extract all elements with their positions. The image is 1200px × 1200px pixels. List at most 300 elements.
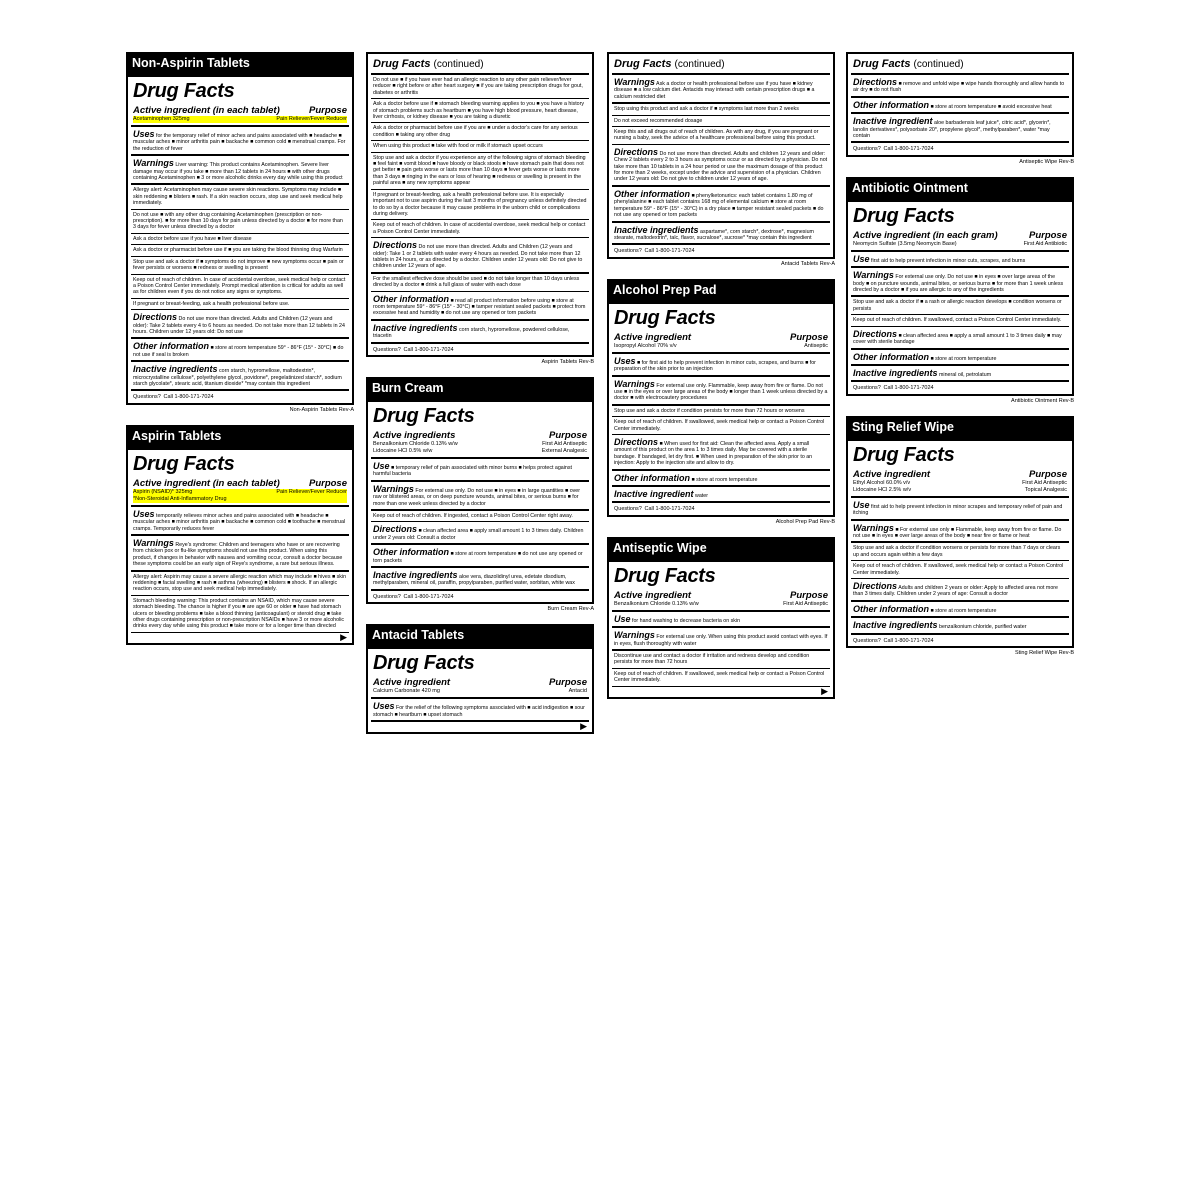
- column-2: [366, 52, 594, 742]
- phone-number: Call 1-800-171-7024: [403, 593, 454, 600]
- product-header: Antacid Tablets: [366, 624, 594, 647]
- phone-number: Call 1-800-171-7024: [644, 506, 695, 513]
- facts-section: [131, 362, 349, 391]
- facts-section: [612, 104, 830, 115]
- facts-section: [131, 507, 349, 536]
- section-text: ■ store at room temperature: [930, 607, 997, 614]
- ingredient-name: Ethyl Alcohol 60.0% v/v: [853, 479, 911, 486]
- section-text: aloe barbadensis leaf juice*, citric acid*, glycerin*, lanolin derivatives*, polysorbate 20*, propylene glycol*, methylparaben*, water *may contain: [853, 120, 1051, 140]
- facts-section: [851, 114, 1069, 143]
- drug-label: [607, 52, 835, 271]
- facts-section: [851, 543, 1069, 561]
- active-ingredient-section: [371, 675, 589, 699]
- section-heading: Inactive ingredients: [853, 367, 938, 378]
- section-heading: Directions: [614, 146, 659, 157]
- section-text: ■ For external use only ■ Flammable, keep away from fire or flame. Do not use ■ in eyes ■ over large areas of the body ■ near fire or flame or heat: [853, 526, 1062, 539]
- facts-section: [612, 377, 830, 406]
- section-heading: Other information: [614, 472, 690, 483]
- section-text: Stop use and ask a doctor if condition worsens or persists for more than 7 days or clears up and occurs again within a few days: [853, 545, 1061, 558]
- drug-facts-title-text: Drug Facts: [373, 58, 431, 70]
- facts-section: [371, 459, 589, 482]
- section-text: Liver warning: This product contains Acetaminophen. Severe liver damage may occur if you take ■ more than 12 tablets in 24 hours ■ with other drugs containing Acetaminophen ■ 3 or more alcoholic drinks every day while using this product: [133, 162, 343, 182]
- facts-section: [851, 366, 1069, 382]
- section-text: If pregnant or breast-feeding, ask a health professional before use.: [133, 300, 290, 307]
- section-text: Ask a doctor or pharmacist before use if you are ■ under a doctor's care for any serious condition ■ taking any other drug: [373, 125, 578, 138]
- section-text: Stop using this product and ask a doctor if ■ symptoms last more than 2 weeks: [614, 106, 799, 113]
- facts-section: [131, 572, 349, 596]
- section-text: For external use only. Flammable, keep away from fire or flame. Do not use ■ in the eyes or over large areas of the body ■ longer than 1 week unless directed by a doctor ■ with electrocautery procedures: [614, 382, 828, 402]
- active-ingredient-row: [373, 448, 587, 455]
- ingredient-purpose: First Aid Antiseptic: [542, 441, 587, 447]
- continued-label: (continued): [433, 59, 484, 70]
- section-text: Stop use and ask a doctor if you experience any of the following signs of stomach bleeding ■ feel faint ■ vomit blood ■ have bloody or black stools ■ have stomach pain that does not get better ■ pain gets worse or lasts more than 10 days ■ fever gets worse or lasts more than 3 days ■ ringing in the ears or loss of hearing ■ redness or swelling is present in the painful area ■ any new symptoms appear: [373, 154, 586, 187]
- drug-facts-panel: [366, 647, 594, 734]
- facts-section: [371, 153, 589, 190]
- section-heading: Directions: [614, 436, 659, 447]
- facts-section: [371, 545, 589, 568]
- purpose-heading: Purpose: [1028, 468, 1067, 480]
- section-text: ■ clean affected area ■ apply a small amount 1 to 3 times daily ■ may cover with sterile bandage: [853, 332, 1062, 346]
- section-text: aloe vera, diazolidinyl urea, edetate disodium, methylparaben, mineral oil, paraffin, propylparaben, purified water, sorbitan, white wax: [373, 574, 575, 587]
- continued-label: (continued): [913, 59, 964, 70]
- section-heading: Inactive ingredient: [853, 116, 933, 127]
- section-heading: Use: [614, 613, 631, 624]
- questions-label: Questions?: [853, 637, 881, 644]
- section-text: first aid to help prevent infection in minor cuts, scrapes, and burns: [871, 257, 1026, 264]
- phone-number: Call 1-800-171-7024: [644, 248, 695, 255]
- section-heading: Other information: [373, 547, 449, 558]
- questions-label: Questions?: [373, 346, 401, 353]
- drug-label: [607, 279, 835, 529]
- section-text: first aid to help prevent infection in minor scrapes and temporary relief of pain and itching: [853, 503, 1063, 517]
- section-heading: Uses: [133, 129, 155, 139]
- section-heading: Inactive ingredients: [614, 224, 699, 235]
- section-text: for hand washing to decrease bacteria on skin: [632, 617, 741, 624]
- section-text: If pregnant or breast-feeding, ask a health professional before use. It is especially important not to use aspirin during the last 3 months of pregnancy unless definitely directed to do so by a doctor because it may cause problems in the unborn child or complications during delivery.: [373, 191, 587, 217]
- section-heading: Inactive ingredients: [133, 364, 218, 375]
- facts-section: [851, 268, 1069, 297]
- active-ingredient-heading: Active ingredient (in each tablet): [133, 105, 280, 116]
- section-text: Keep this and all drugs out of reach of children. As with any drug, if you are pregnant or nursing a baby, seek the advice of a healthcare professional before using this product.: [614, 129, 819, 142]
- drug-label: [846, 416, 1074, 660]
- section-heading: Other information: [373, 293, 449, 304]
- drug-label: [126, 425, 354, 645]
- facts-section: [851, 75, 1069, 98]
- section-text: ■ store at room temperature ■ avoid excessive heat: [930, 103, 1052, 110]
- purpose-heading: Purpose: [548, 677, 587, 689]
- product-header: Aspirin Tablets: [126, 425, 354, 448]
- ingredient-name: Benzalkonium Chloride 0.13% w/w: [373, 441, 458, 447]
- facts-section: [131, 245, 349, 256]
- drug-facts-panel: [607, 302, 835, 517]
- active-ingredient-row: [614, 601, 828, 608]
- active-ingredient-row: [853, 241, 1067, 248]
- facts-section: [131, 234, 349, 245]
- facts-section: [612, 223, 830, 246]
- active-ingredient-heading: Active ingredient: [373, 677, 451, 689]
- facts-section: [612, 471, 830, 487]
- questions-label: Questions?: [853, 146, 881, 153]
- section-text: ■ store at room temperature ■ do not use any opened or torn packets: [373, 551, 583, 564]
- active-ingredient-section: [851, 228, 1069, 252]
- ingredient-name: Isopropyl Alcohol 70% v/v: [614, 342, 677, 349]
- facts-section: [612, 487, 830, 503]
- section-heading: Inactive ingredients: [853, 620, 938, 631]
- drug-facts-panel: [846, 52, 1074, 157]
- label-revision: Antacid Tablets Rev-A: [780, 260, 835, 267]
- facts-section: [851, 618, 1069, 634]
- section-text: ■ store at room temperature: [691, 476, 758, 483]
- facts-section: [851, 498, 1069, 521]
- section-heading: Use: [853, 499, 870, 510]
- section-text: Stop use and ask a doctor if condition persists for more than 72 hours or worsens: [614, 407, 805, 414]
- section-text: Keep out of reach of children. If swallowed, seek medical help or contact a Poison Control Center immediately.: [614, 670, 825, 684]
- section-heading: Other information: [133, 341, 209, 352]
- purpose-heading: Purpose: [308, 477, 347, 489]
- drug-label: [607, 537, 835, 699]
- active-ingredient-row: [614, 343, 828, 350]
- continued-arrow-icon: ▶: [340, 631, 347, 642]
- phone-number: Call 1-800-171-7024: [403, 346, 454, 353]
- label-revision: Aspirin Tablets Rev-B: [541, 359, 594, 365]
- product-header: Antibiotic Ointment: [846, 177, 1074, 200]
- active-ingredient-heading-row: [853, 469, 1067, 480]
- section-heading: Directions: [373, 240, 418, 251]
- section-heading: Warnings: [133, 158, 174, 169]
- facts-section: [851, 315, 1069, 326]
- continued-label: (continued): [674, 59, 725, 70]
- drug-facts-title-text: Drug Facts: [853, 58, 911, 70]
- ingredient-purpose: Topical Analgesic: [1024, 486, 1067, 493]
- facts-section: [612, 127, 830, 145]
- section-heading: Warnings: [373, 483, 414, 494]
- section-heading: Other information: [853, 99, 929, 110]
- active-ingredient-section: [131, 476, 349, 507]
- facts-section: [371, 292, 589, 321]
- facts-section: [131, 310, 349, 339]
- facts-section: [612, 406, 830, 417]
- section-text: Do not use more than directed. Adults and children 12 years and older: Chew 2 tablets every 2 to 3 hours as symptoms occur or as directed by a physician. Do not take more than 10 tablets in a 24 hour period or use the maximum dosage of this product for more than 2 weeks, except under the advice and supervision of a physician. Children under 12 years old: Do not give to children under 12 years of age.: [614, 150, 828, 183]
- section-text: ■ phenylketonurics: each tablet contains 1.80 mg of phenylalanine ■ each tablet contains 168 mg of elemental calcium ■ store at room temperature 59° - 86°F (15° - 30°C) in a dry place ■ tamper resistant sealed packets ■ do not use any opened or torn packets: [614, 192, 824, 219]
- section-text: Keep out of reach of children. In case of accidental overdose, seek medical help or contact a Poison Control Center immediately.: [373, 222, 586, 235]
- questions-label: Questions?: [133, 394, 161, 401]
- active-ingredient-section: [612, 330, 830, 354]
- product-header: Alcohol Prep Pad: [607, 279, 835, 302]
- facts-section: [131, 339, 349, 362]
- label-revision: Antiseptic Wipe Rev-B: [1019, 158, 1074, 165]
- section-heading: Other information: [853, 603, 929, 614]
- drug-facts-title: Drug Facts: [614, 564, 716, 587]
- section-text: For the smallest effective dose should be used ■ do not take longer than 10 days unless directed by a doctor ■ drink a full glass of water with each dose: [373, 275, 580, 289]
- section-heading: Warnings: [614, 378, 655, 389]
- facts-section: [371, 699, 589, 722]
- facts-section: [612, 145, 830, 187]
- drug-facts-title: Drug Facts: [853, 204, 955, 227]
- questions-section: [612, 245, 830, 256]
- section-text: Adults and children 2 years or older: Apply to affected area not more than 3 times daily. Children under 2 years of age: Consult a doctor: [853, 584, 1058, 598]
- facts-section: [612, 651, 830, 669]
- section-text: Ask a doctor before use if ■ stomach bleeding warning applies to you ■ you have a history of stomach problems such as heartburn ■ you have high blood pressure, heart disease, liver cirrhosis, or kidney disease ■ you are taking a diuretic: [373, 101, 585, 121]
- facts-section: [612, 116, 830, 127]
- section-text: mineral oil, petrolatum: [939, 371, 992, 378]
- ingredient-name: Benzalkonium Chloride 0.13% w/w: [614, 600, 699, 607]
- section-heading: Directions: [853, 580, 898, 591]
- active-ingredient-row: [133, 116, 347, 123]
- active-ingredient-heading-row: [133, 105, 347, 116]
- drug-facts-panel: [366, 52, 594, 357]
- questions-label: Questions?: [373, 593, 401, 600]
- facts-section: [371, 123, 589, 141]
- ingredient-purpose: External Analgesic: [541, 448, 587, 454]
- active-ingredient-section: [612, 588, 830, 612]
- facts-section: [851, 521, 1069, 544]
- section-text: Ask a doctor before use if you have ■ liver disease: [133, 235, 252, 242]
- active-ingredient-note: *Non-Steroidal Anti-Inflammatory Drug: [133, 496, 347, 503]
- purpose-heading: Purpose: [1028, 229, 1067, 241]
- purpose-heading: Purpose: [308, 105, 347, 116]
- active-ingredient-heading: Active ingredient: [614, 331, 692, 343]
- facts-section: [851, 327, 1069, 350]
- drug-label: [126, 52, 354, 417]
- label-revision: Burn Cream Rev-A: [547, 606, 594, 613]
- section-text: Reye's syndrome: Children and teenagers who have or are recovering from chicken pox or flu-like symptoms should not use this product. When using this product, if changes in behavior with nausea and vomiting occur, consult a doctor because these symptoms could be an early sign of Reye's syndrome, a rare but serious illness.: [133, 542, 343, 568]
- active-ingredient-heading: Active ingredient (in each gram): [853, 229, 998, 241]
- ingredient-purpose: Antacid: [568, 688, 587, 695]
- column-3: [607, 52, 835, 707]
- drug-facts-title: Drug Facts: [133, 452, 235, 475]
- facts-section: [131, 275, 349, 299]
- label-revision: Antibiotic Ointment Rev-B: [1011, 397, 1074, 404]
- section-text: For external use only. Do not use ■ in eyes ■ over large areas of the body ■ on puncture wounds, animal bites, or serious burns ■ for more than 1 week unless directed by a doctor ■ if you are allergic to any of the ingredients: [853, 274, 1064, 294]
- facts-section: [131, 127, 349, 156]
- ingredient-name: Aspirin (NSAID)* 325mg: [133, 488, 193, 495]
- purpose-heading: Purpose: [789, 331, 828, 343]
- active-ingredient-heading: Active ingredients: [373, 430, 456, 441]
- active-ingredient-row: [853, 480, 1067, 487]
- ingredient-purpose: Pain Reliever/Fever Reducer: [276, 488, 347, 495]
- product-header: Non-Aspirin Tablets: [126, 52, 354, 75]
- drug-facts-title-text: Drug Facts: [614, 58, 672, 70]
- facts-section: [131, 257, 349, 275]
- section-text: ■ store at room temperature 59° - 86°F (15° - 30°C) ■ do not use if seal is broken: [133, 345, 344, 358]
- drug-facts-title: [851, 57, 1069, 75]
- phone-number: Call 1-800-171-7024: [883, 637, 934, 644]
- drug-label: [366, 624, 594, 734]
- drug-facts-title: [612, 57, 830, 75]
- active-ingredient-heading: Active ingredient: [853, 468, 931, 480]
- facts-section: [371, 75, 589, 99]
- facts-section: [612, 75, 830, 104]
- drug-facts-title: [371, 57, 589, 75]
- active-ingredient-heading-row: [853, 230, 1067, 241]
- section-text: Keep out of reach of children. If swallowed, seek medical help or contact a Poison Control Center immediately.: [614, 419, 825, 432]
- drug-facts-panel: [607, 560, 835, 699]
- section-heading: Warnings: [853, 270, 894, 281]
- ingredient-purpose: Pain Reliever/Fever Reducer: [276, 116, 347, 122]
- section-heading: Warnings: [614, 630, 655, 641]
- ingredient-purpose: First Aid Antiseptic: [1022, 479, 1067, 486]
- section-text: Ask a doctor or pharmacist before use if ■ you are taking the blood thinning drug Warfarin: [133, 247, 343, 254]
- drug-facts-panel: [846, 439, 1074, 648]
- section-text: Keep out of reach of children. In case of accidental overdose, seek medical help or contact a Poison Control Center immediately. Prompt medical attention is critical for adults as well as for children even if you do not notice any signs or symptoms.: [133, 276, 346, 296]
- phone-number: Call 1-800-171-7024: [883, 385, 934, 392]
- drug-label: [366, 52, 594, 369]
- ingredient-purpose: Antiseptic: [804, 342, 828, 349]
- facts-section: [131, 596, 349, 633]
- active-ingredient-heading-row: [614, 332, 828, 343]
- facts-section: [851, 98, 1069, 114]
- section-heading: Inactive ingredient: [614, 489, 694, 499]
- phone-number: Call 1-800-171-7024: [163, 394, 214, 401]
- column-1: [126, 52, 354, 653]
- label-revision: Sting Relief Wipe Rev-B: [1015, 650, 1074, 656]
- drug-facts-panel: [846, 200, 1074, 396]
- section-heading: Directions: [853, 77, 898, 87]
- section-text: Do not use ■ if you have ever had an allergic reaction to any other pain reliever/fever reducer ■ right before or after heart surgery ■ if you are taking prescription drugs for gout, diabetes or arthritis: [373, 77, 583, 96]
- section-text: corn starch, hypromellose, maltodextrin*, microcrystalline cellulose*, polyethylene glycol, povidone*, pregelatinized starch*, sodium starch glycolate*, stearic acid, titanium dioxide* *may contain this ingredient: [133, 368, 342, 387]
- section-text: For external use only. When using this product avoid contact with eyes. If in eyes, flush thoroughly with water: [614, 634, 828, 647]
- facts-section: [851, 252, 1069, 268]
- facts-section: [851, 561, 1069, 579]
- facts-section: [851, 350, 1069, 366]
- section-heading: Warnings: [614, 77, 655, 87]
- section-text: Do not use more than directed. Adults and Children (12 years and older): Take 2 tablets every 4 to 6 hours as needed. Do not take more than 12 tablets in 24 hours. Children under 12 years old: Do not use: [133, 316, 345, 335]
- section-heading: Directions: [373, 524, 418, 535]
- active-ingredient-heading-row: [614, 590, 828, 601]
- facts-section: [371, 99, 589, 123]
- active-ingredient-row: [373, 441, 587, 448]
- section-heading: Other information: [853, 351, 929, 362]
- facts-section: [131, 536, 349, 572]
- section-text: Ask a doctor or health professional before use if you have ■ kidney disease ■ a low calcium diet. Antacids may interact with certain prescription drugs ■ a calcium restricted diet: [614, 81, 815, 100]
- active-ingredient-heading: Active ingredient: [614, 589, 692, 601]
- section-heading: Directions: [133, 312, 178, 323]
- active-ingredient-heading-row: [373, 677, 587, 688]
- active-ingredient-heading-row: [373, 430, 587, 441]
- section-text: Do not exceed recommended dosage: [614, 117, 703, 124]
- continued-arrow-icon: ▶: [580, 721, 587, 732]
- section-text: Allergy alert: Acetaminophen may cause severe skin reactions. Symptoms may include ■ skin reddening ■ blisters ■ rash. If a skin reaction occurs, stop use and seek medical help immediately.: [133, 187, 343, 207]
- section-heading: Use: [373, 461, 390, 471]
- facts-section: [131, 210, 349, 234]
- active-ingredient-row: [853, 487, 1067, 494]
- ingredient-name: Lidocaine HCl 0.5% w/w: [373, 448, 433, 454]
- section-text: Do not use ■ with any other drug containing Acetaminophen (prescription or non-prescription). ■ for more than 10 days for pain unless directed by a doctor ■ for more than 3 days for fever unless directed by a doctor: [133, 211, 343, 231]
- drug-facts-title: Drug Facts: [614, 306, 716, 329]
- facts-section: [371, 482, 589, 511]
- section-text: ■ temporary relief of pain associated with minor burns ■ helps protect against harmful bacteria: [373, 465, 572, 478]
- section-heading: Warnings: [133, 538, 174, 548]
- ingredient-purpose: First Aid Antiseptic: [783, 600, 828, 607]
- facts-section: [371, 141, 589, 152]
- facts-section: [612, 612, 830, 628]
- section-heading: Inactive ingredients: [373, 570, 458, 581]
- drug-facts-title: Drug Facts: [373, 405, 475, 427]
- section-text: ■ for first aid to help prevent infection in minor cuts, scrapes, and burns ■ for preparation of the skin prior to an injection: [614, 359, 816, 373]
- facts-section: [371, 274, 589, 292]
- facts-section: [612, 354, 830, 377]
- active-ingredient-row: [373, 688, 587, 695]
- product-header: Sting Relief Wipe: [846, 416, 1074, 439]
- product-header: Burn Cream: [366, 377, 594, 400]
- section-heading: Other information: [614, 188, 690, 199]
- section-text: water: [695, 493, 708, 499]
- facts-section: [371, 522, 589, 545]
- label-revision: Alcohol Prep Pad Rev-B: [775, 518, 835, 525]
- section-heading: Uses: [373, 701, 395, 712]
- section-text: Allergy alert: Aspirin may cause a severe allergic reaction which may include ■ hives ■ skin reddening ■ facial swelling ■ rash ■ asthma (wheezing) ■ blisters ■ shock. If an allergic reaction occurs, stop use and seek medical help immediately.: [133, 573, 347, 593]
- facts-section: [371, 568, 589, 591]
- facts-section: [371, 511, 589, 522]
- questions-label: Questions?: [853, 385, 881, 392]
- active-ingredient-heading-row: [133, 478, 347, 489]
- drug-facts-panel: [126, 75, 354, 405]
- active-ingredient-section: [371, 428, 589, 459]
- section-text: aspartame*, corn starch*, dextrose*, magnesium stearate, maltodextrin*, talc, flavor, sucralose*, sucrose* *may contain this ingredient: [614, 228, 814, 241]
- questions-section: [612, 503, 830, 514]
- section-text: Keep out of reach of children. If swallowed, seek medical help or contact a Poison Control Center immediately.: [853, 563, 1064, 576]
- facts-section: [131, 299, 349, 310]
- facts-section: [371, 190, 589, 221]
- questions-section: [851, 382, 1069, 393]
- facts-section: [612, 417, 830, 435]
- drug-facts-title: Drug Facts: [133, 80, 235, 102]
- section-text: When using this product ■ take with food or milk if stomach upset occurs: [373, 143, 543, 150]
- section-text: For external use only. Do not use ■ in eyes ■ in large quantities ■ over raw or blistered areas, or on deep puncture wounds, animal bites, or serious burns ■ for more than one week unless directed by a doctor: [373, 487, 580, 507]
- section-heading: Inactive ingredients: [373, 322, 458, 333]
- section-text: For the relief of the following symptoms associated with ■ acid indigestion ■ sour stomach ■ heartburn ■ upset stomach: [373, 705, 585, 718]
- section-heading: Uses: [133, 508, 155, 519]
- questions-section: [131, 391, 349, 402]
- questions-label: Questions?: [614, 248, 642, 255]
- ingredient-name: Lidocaine HCl 2.5% w/v: [853, 486, 912, 493]
- facts-section: [612, 187, 830, 223]
- section-heading: Directions: [853, 328, 898, 339]
- continued-arrow-icon: ▶: [821, 685, 828, 696]
- section-text: Stomach bleeding warning: This product contains an NSAID, which may cause severe stomach bleeding. The chance is higher if you ■ are age 60 or older ■ have had stomach ulcers or bleeding problems ■ take a blood thinning (anticoagulant) or steroid drug ■ take other drugs containing prescription or non-prescription NSAIDs ■ have 3 or more alcoholic drinks every day while using this product ■ take more or for a longer time than directed: [133, 597, 345, 630]
- facts-section: [612, 435, 830, 471]
- section-text: ■ store at room temperature: [930, 355, 997, 362]
- section-text: Stop use and ask a doctor if ■ a rash or allergic reaction develops ■ condition worsens or persists: [853, 299, 1062, 312]
- facts-section: [371, 238, 589, 274]
- ingredient-purpose: First Aid Antibiotic: [1023, 240, 1067, 247]
- section-text: for the temporary relief of minor aches and pains associated with ■ headache ■ muscular aches ■ minor arthritis pain ■ backache ■ common cold ■ menstrual cramps. For the reduction of fever: [133, 133, 346, 152]
- facts-section: [612, 669, 830, 687]
- facts-section: [851, 579, 1069, 602]
- ingredient-name: Calcium Carbonate 420 mg: [373, 688, 440, 695]
- questions-section: [851, 635, 1069, 646]
- drug-facts-title: Drug Facts: [373, 652, 475, 675]
- section-text: Stop use and ask a doctor if ■ symptoms do not improve ■ new symptoms occur ■ pain or fever persists or worsens ■ redness or swelling is present: [133, 258, 344, 272]
- facts-section: [851, 602, 1069, 618]
- section-heading: Warnings: [853, 522, 894, 533]
- section-text: ■ read all product information before using ■ store at room temperature 59° - 86°F (15° - 30°C) ■ tamper resistant sealed packets ■ protect from excessive heat and humidity ■ do not use any opened or torn packets: [373, 297, 586, 317]
- section-text: Keep out of reach of children. If swallowed, contact a Poison Control Center immediately.: [853, 317, 1062, 324]
- questions-section: [851, 143, 1069, 154]
- product-header: Antiseptic Wipe: [607, 537, 835, 560]
- section-heading: Uses: [614, 355, 636, 366]
- facts-section: [131, 156, 349, 185]
- section-text: benzalkonium chloride, purified water: [939, 624, 1027, 631]
- active-ingredient-section: [131, 103, 349, 127]
- section-text: Discontinue use and contact a doctor if irritation and redness develop and condition persists for more than 72 hours: [614, 653, 810, 666]
- drug-facts-title: Drug Facts: [853, 443, 955, 466]
- drug-facts-panel: [366, 400, 594, 604]
- purpose-heading: Purpose: [548, 430, 587, 441]
- active-ingredient-section: [851, 467, 1069, 498]
- facts-section: [851, 297, 1069, 315]
- questions-section: [371, 344, 589, 355]
